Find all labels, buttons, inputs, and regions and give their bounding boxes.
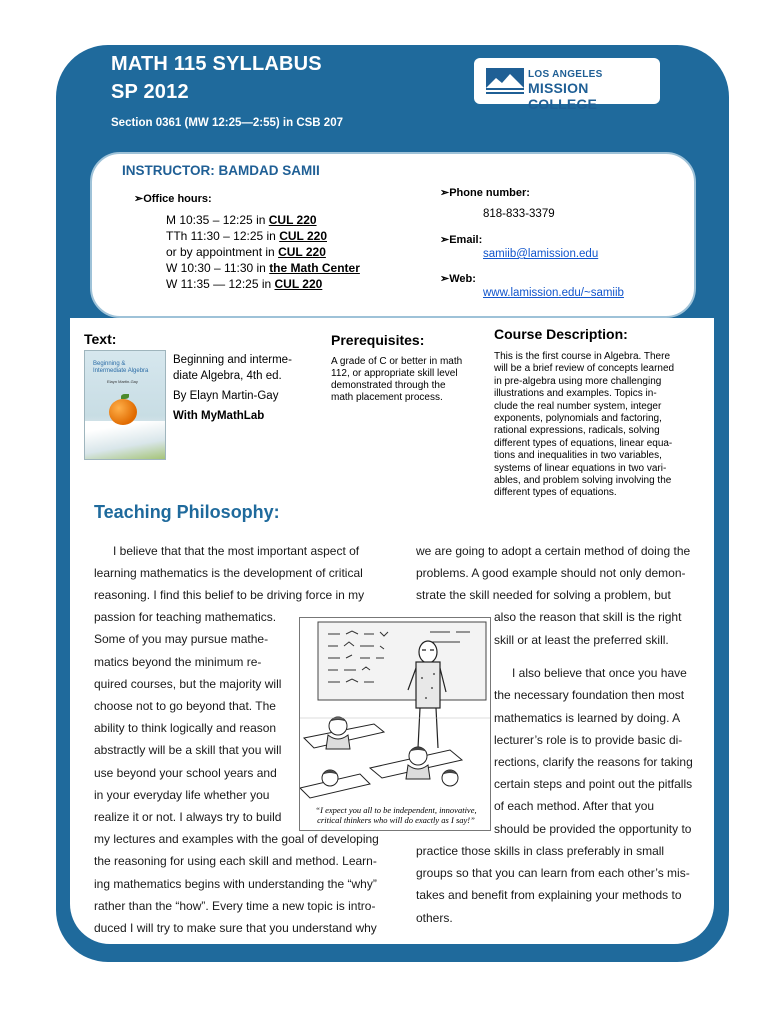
philosophy-line: skill or at least the preferred skill. (494, 633, 669, 647)
philosophy-line: matics beyond the minimum re- (94, 655, 262, 669)
textbook-info (173, 352, 292, 424)
philosophy-line: the necessary foundation then most (494, 688, 685, 702)
course-description-heading: Course Description: (494, 326, 628, 342)
office-hours-list (166, 212, 360, 292)
textbook-line: diate Algebra, 4th ed. (173, 370, 282, 382)
philosophy-line: lecturer’s role is to provide basic di- (494, 733, 683, 747)
course-description-text: This is the first course in Algebra. There will be a brief review of concepts learned in pre-algebra using more challenging illustrations and examples. Topics in- clude the real number system, integer exponents, polynomials and factoring, rational expressions, radicals, solving different types of equations, linear equa- tions and inequalities in two variables, systems of linear equations in two vari- ables, and problem solving involving the different types of equations. (494, 351, 675, 499)
philosophy-line: rections, clarify the reasons for taking (494, 755, 693, 769)
office-hours-item: M 10:35 – 12:25 in CUL 220 (166, 213, 317, 227)
email-label: ➢Email: (440, 234, 483, 246)
mountain-logo-icon (486, 68, 524, 94)
office-hours-item: TTh 11:30 – 12:25 in CUL 220 (166, 229, 327, 243)
philosophy-line: also the reason that skill is the right (494, 610, 682, 624)
philosophy-line: rather than the “how”. Every time a new topic is intro- (94, 899, 376, 913)
book-cover-title: Beginning & Intermediate Algebra (93, 361, 149, 374)
caption-line: critical thinkers who will do exactly as I say!” (317, 815, 475, 825)
book-drape-art (85, 421, 166, 460)
logo-text-bottom: MISSION COLLEGE (528, 80, 598, 112)
caption-line: “I expect you all to be independent, innovative, (315, 805, 477, 815)
textbook-extra: With MyMathLab (173, 410, 265, 422)
office-hours-item: W 11:35 — 12:25 in CUL 220 (166, 277, 323, 291)
philosophy-line: the reasoning for using each skill and method. Learn- (94, 854, 377, 868)
office-hours-label: ➢Office hours: (134, 193, 212, 205)
classroom-cartoon (299, 617, 491, 831)
phone-number: 818-833-3379 (483, 208, 555, 220)
textbook-author: By Elayn Martin-Gay (173, 390, 279, 402)
office-hours-item: or by appointment in CUL 220 (166, 245, 326, 259)
email-link[interactable]: samiib@lamission.edu (483, 248, 599, 260)
classroom-cartoon-drawing (300, 618, 490, 804)
philosophy-line: realize it or not. I always try to build (94, 810, 282, 824)
book-cover-author: Elayn Martin-Gay (107, 379, 138, 384)
office-hours-item: W 10:30 – 11:30 in the Math Center (166, 261, 360, 275)
college-logo (474, 58, 660, 112)
prerequisites-heading: Prerequisites: (331, 332, 425, 348)
textbook-line: Beginning and interme- (173, 354, 292, 366)
section-info: Section 0361 (MW 12:25—2:55) in CSB 207 (111, 117, 343, 129)
cartoon-caption (301, 805, 491, 825)
text-heading: Text: (84, 331, 117, 347)
leaf-art (121, 394, 129, 399)
orange-fruit-art (109, 399, 137, 425)
philosophy-line: quired courses, but the majority will (94, 677, 282, 691)
philosophy-line: use beyond your school years and (94, 766, 277, 780)
philosophy-line: ability to think logically and reason (94, 721, 277, 735)
philosophy-line: strate the skill needed for solving a problem, but (416, 588, 671, 602)
philosophy-line: I believe that that the most important aspect of (113, 544, 360, 558)
philosophy-line: passion for teaching mathematics. (94, 610, 277, 624)
phone-label: ➢Phone number: (440, 187, 530, 199)
web-label: ➢Web: (440, 273, 476, 285)
philosophy-line: of each method. After that you (494, 799, 655, 813)
philosophy-line: practice those skills in class preferably in small (416, 844, 665, 858)
philosophy-line: in your everyday life whether you (94, 788, 270, 802)
syllabus-title: MATH 115 SYLLABUS (111, 53, 322, 75)
philosophy-line: my lectures and examples with the goal of developing (94, 832, 379, 846)
philosophy-line: choose not to go beyond that. The (94, 699, 276, 713)
logo-text-top: LOS ANGELES (528, 69, 603, 80)
philosophy-line: certain steps and point out the pitfalls (494, 777, 693, 791)
philosophy-line: duced I will try to make sure that you understand why (94, 921, 377, 935)
web-link[interactable]: www.lamission.edu/~samiib (483, 287, 624, 299)
semester-title: SP 2012 (111, 81, 189, 103)
philosophy-line: others. (416, 911, 453, 925)
instructor-title: INSTRUCTOR: BAMDAD SAMII (122, 163, 320, 178)
philosophy-line: reasoning. I find this belief to be driving force in my (94, 588, 365, 602)
philosophy-line: ing mathematics begins with understanding the “why” (94, 877, 377, 891)
philosophy-line: problems. A good example should not only demon- (416, 566, 686, 580)
philosophy-line: I also believe that once you have (512, 666, 687, 680)
philosophy-line: learning mathematics is the development of critical (94, 566, 363, 580)
prerequisites-text: A grade of C or better in math 112, or appropriate skill level demonstrated through the math placement process. (331, 356, 463, 403)
philosophy-line: takes and benefit from explaining your methods to (416, 888, 682, 902)
philosophy-line: Some of you may pursue mathe- (94, 632, 269, 646)
philosophy-line: groups so that you can learn from each other’s mis- (416, 866, 690, 880)
philosophy-line: abstractly will be a skill that you will (94, 743, 282, 757)
philosophy-heading: Teaching Philosophy: (94, 502, 280, 522)
philosophy-line: mathematics is learned by doing. A (494, 711, 681, 725)
philosophy-line: we are going to adopt a certain method of doing the (416, 544, 691, 558)
textbook-cover (84, 350, 166, 460)
philosophy-line: should be provided the opportunity to (494, 822, 692, 836)
